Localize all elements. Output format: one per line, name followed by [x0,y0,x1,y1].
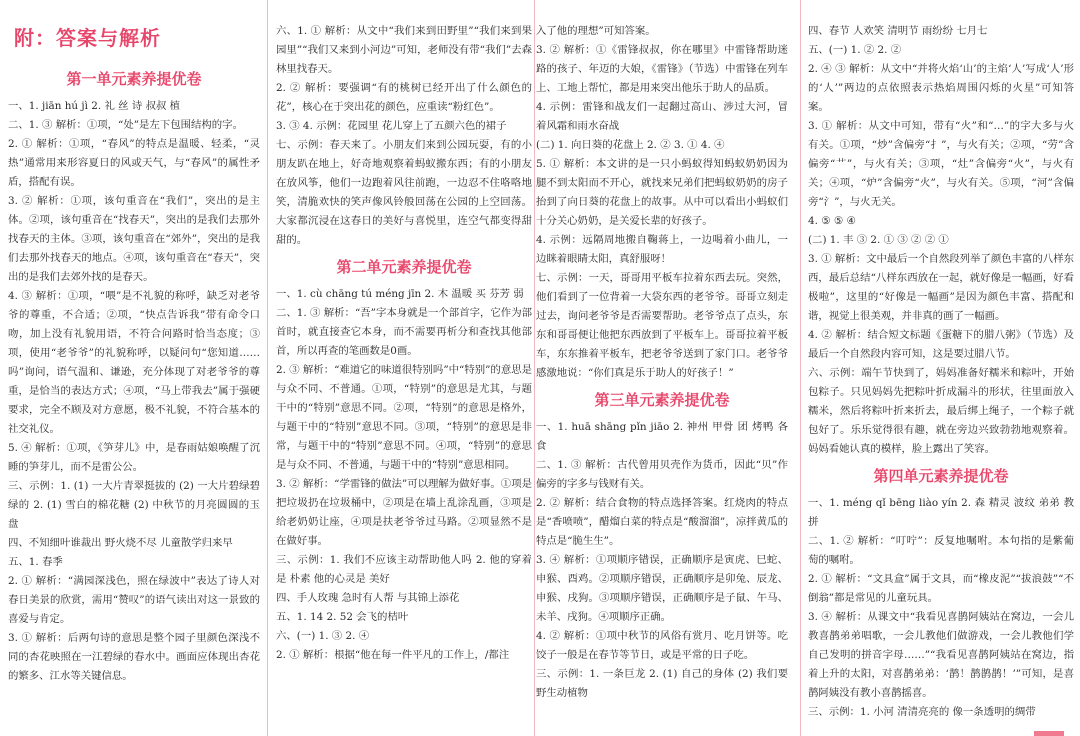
column-3 [536,0,788,736]
answer-line: 4. ② 解析：结合短文标题《蛋糖下的腊八粥》（节选）及最后一个自然段内容可知，这是要过腊八节。 [808,329,1074,360]
answer-line: 二、1. ③ 解析：古代曾用贝壳作为货币，因此“贝”作偏旁的字多与钱财有关。 [536,459,788,490]
answer-line: 五、1. 春季 [8,556,63,568]
answer-line: 四、手人玫瑰 急时有人帮 与其锦上添花 [276,592,460,604]
answer-line: 一、1. méng qǐ bēng liào yín 2. 森 精灵 波纹 弟弟 教 拼 [808,497,1074,528]
page-corner-tab [1034,731,1064,736]
answer-line: 入了他的理想”可知答案。 [536,25,656,37]
answer-line: 2. ① 解析：①项，“春风”的特点是温暖、轻柔，“灵热”通常用来形容夏日的风或天气，与“春风”的属性矛盾，搭配有误。 [8,138,260,188]
answer-line: 3. ② 解析：①《雷锋叔叔，你在哪里》中雷锋帮助迷路的孩子、年迈的大娘，《雷锋》（节选）中雷锋在列车上、工地上帮忙，都是用来突出他乐于助人的品质。 [536,44,788,94]
answer-line: 六、(一) 1. ③ 2. ④ [276,630,370,642]
answer-line: 三、示例：1. (1) 一大片青翠挺拔的 (2) 一大片碧绿碧绿的 2. (1) 雪白的棉花糖 (2) 中秋节的月亮圆圆的玉盘 [8,480,260,530]
answer-line: 3. ④ 解析：从课文中“我看见喜鹊阿姨站在窝边，一会儿教喜鹊弟弟唱歌，一会儿教他们做游戏，一会儿教他们学自己发明的拼音字母……”“我看见喜鹊阿姨站在窝边，指着上升的太阳，对喜鹊弟弟：‘鹊！鹊鹊鹊！’”可知，是喜鹊阿姨没有教小喜鹊摇喜。 [808,611,1074,699]
answer-line: 3. ② 解析：①项，该句重音在“我们”，突出的是主体。②项，该句重音在“找春天”，突出的是我们去那外找春天的主体。③项，该句重音在“郊外”，突出的是我们去那外找春天的地点。④项，该句重音在“春天”，突出的是我们去郊外找的是春天。 [8,195,260,283]
answer-line: 2. ③ 解析：“难道它的味道很特别吗”中“特别”的意思是与众不同、不普通。①项，“特别”的意思是尤其，与题干中的“特别”意思不同。②项，“特别”的意思是格外，与题干中的“特别”意思不同。③项，“特别”的意思是非常，与题干中的“特别”意思不同。④项，“特别”的意思是与众不同、不普通，与题干中的“特别”意思相同。 [276,364,532,471]
answer-line: 3. ④ 解析：①项顺序错误，正确顺序是寅虎、巳蛇、申猴、酉鸡。②项顺序错误，正确顺序是卯兔、辰龙、申猴、戌狗。③项顺序错误，正确顺序是子鼠、午马、未羊、戌狗。④项顺序正确。 [536,554,788,623]
answer-line: 一、1. huā shāng pǐn jiāo 2. 神州 甲骨 团 烤鸭 各 食 [536,421,788,452]
answer-line: 七、示例：一天，哥哥用平板车拉着东西去玩。突然，他们看到了一位背着一大袋东西的老爷爷。哥哥立刻走过去，询问老爷爷是否需要帮助。老爷爷点了点头，东东和哥哥便让他把东西放到了平板车上。哥哥拉着平板车，东东推着平板车，把老爷爷送到了家门口。老爷爷感激地说：“你们真是乐于助人的好孩子！” [536,272,788,379]
answer-line: 二、1. ③ 解析：①项，“处”是左下包围结构的字。 [8,119,243,131]
answer-line: 一、1. jiān hú jì 2. 礼 丝 诗 叔叔 植 [8,100,181,112]
answer-line: 三、示例：1. 一条巨龙 2. (1) 自己的身体 (2) 我们要 野生动植物 [536,668,788,699]
answer-line: 3. ③ 4. 示例：花园里 花儿穿上了五颜六色的裙子 [276,120,507,132]
answer-line: 二、1. ③ 解析：“吾”字本身就是一个部首字，它作为部首时，就直接查它本身，而不需要再析分和查找其他部首，所以再查的笔画数是0画。 [276,307,532,357]
answer-line: 六、1. ① 解析：从文中“我们来到田野里”“我们来到果园里”“我们又来到小河边”可知，老师没有带“我们”去森林里找春天。 [276,25,532,75]
answer-line: 4. 示例：雷锋和战友们一起翻过高山、涉过大河，冒着风霜和雨水奋战 [536,101,788,132]
answer-line: 3. ① 解析：后两句诗的意思是整个园子里颜色深浅不同的杏花映照在一江碧绿的春水中。画面应体现出杏花的繁多、江水等关键信息。 [8,632,260,682]
answer-line: 3. ② 解析：“学雷锋的做法”可以理解为做好事。①项是把垃圾扔在垃圾桶中，②项是在墙上乱涂乱画，③项是给老奶奶让座，④项是扶老爷爷过马路。②项显然不是在做好事。 [276,478,532,547]
column-divider [800,0,801,736]
answer-line: 2. ① 解析：“满园深浅色，照在绿波中”表达了诗人对春日美景的欣赏，需用“赞叹”的语气读出对这一景致的喜爱与肯定。 [8,575,260,625]
answer-line: 五、(一) 1. ② 2. ② [808,44,902,56]
section-title-unit-2: 第二单元素养提优卷 [336,258,472,276]
answer-line: 2. ② 解析：要强调“有的桃树已经开出了什么颜色的花”，核心在于突出花的颜色，应重读“粉红色”。 [276,82,532,113]
answer-line: (二) 1. 向日葵的花盘上 2. ② 3. ① 4. ④ [536,139,725,151]
column-2 [276,0,532,736]
answer-line: 四、春节 人欢笑 清明节 雨纷纷 七月七 [808,25,988,37]
answer-line: 五、1. 14 2. 52 会飞的桔叶 [276,611,409,623]
answer-line: 七、示例：春天来了。小朋友们来到公园玩耍，有的小朋友趴在地上，好奇地观察着蚂蚁搬东西；有的小朋友在放风筝，他们一边跑着风往前跑，一边忍不住咯咯地笑，清脆欢快的笑声像风铃般回荡在公园的上空回荡。大家都沉浸在这春日的美好与喜悦里，连空气都变得甜甜的。 [276,139,532,246]
column-divider [534,0,535,736]
section-title-unit-4: 第四单元素养提优卷 [873,467,1009,485]
section-title-unit-3: 第三单元素养提优卷 [594,391,730,409]
answer-line: (二) 1. 丰 ③ 2. ① ③ ② ② ① [808,234,949,246]
answer-line: 六、示例：端午节快到了，妈妈准备好糯米和粽叶，开始包粽子。只见妈妈先把粽叶折成漏斗的形状，往里面放入糯米，然后将粽叶折来折去，最后绑上绳子，一个粽子就包好了。乐乐觉得很有趣，就在旁边兴致勃勃地观察着。妈妈看她认真的模样，脸上露出了笑容。 [808,367,1074,455]
answer-line: 2. ② 解析：结合食物的特点选择答案。红烧肉的特点是“香喷喷”，醋熘白菜的特点是“酸溜溜”，凉拌黄瓜的特点是“脆生生”。 [536,497,788,547]
answer-line: 三、示例：1. 我们不应该主动帮助他人吗 2. 他的穿着是 朴素 他的心灵是 美好 [276,554,532,585]
answer-line: 四、不知细叶谁裁出 野火烧不尽 儿童散学归来早 [8,537,233,549]
answer-line: 4. ② 解析：①项中秋节的风俗有赏月、吃月饼等。吃饺子一般是在春节等节日，或是平常的日子吃。 [536,630,788,661]
answer-line: 三、示例：1. 小河 清清亮亮的 像一条透明的绸带 [808,706,1036,718]
answer-line: 5. ① 解析：本文讲的是一只小蚂蚁得知蚂蚁奶奶因为腿不到太阳而不开心，就找来兄弟们把蚂蚁奶奶的房子抬到了向日葵的花盘上的故事。从中可以看出小蚂蚁们十分关心奶奶，是关爱长辈的好孩子。 [536,158,788,227]
answer-line: 3. ① 解析：文中最后一个自然段列举了颜色丰富的八样东西，最后总结“八样东西放在一起，就好像是一幅画，好看极啦”，这里的“好像是一幅画”是因为颜色丰富、搭配和谐，视觉上很美观，并非真的画了一幅画。 [808,253,1074,322]
answer-line: 3. ① 解析：从文中可知，带有“火”和“…”的字大多与火有关。①项，“炒”含偏旁“扌”，与火有关；②项，“劳”含偏旁“艹”，与火有关；③项，“灶”含偏旁“火”，与火有关；④项，“炉”含偏旁“火”，与火有关。⑤项，“河”含偏旁“氵”，与火无关。 [808,120,1074,208]
answer-line: 二、1. ② 解析：“叮咛”：反复地嘱咐。本句指的是紫葡萄的嘱咐。 [808,535,1074,566]
answer-line: 5. ④ 解析：①项，《笋芽儿》中，是春雨姑娘唤醒了沉睡的笋芽儿，而不是雷公公。 [8,442,260,473]
column-1 [8,0,260,736]
answer-line: 4. ⑤ ⑤ ④ [808,215,856,227]
answer-line: 4. 示例：远隔周地搬自鞠蒋上，一边喝着小曲儿，一边眯着眼睛太阳，真舒服呀！ [536,234,788,265]
section-title-unit-1: 第一单元素养提优卷 [66,70,202,88]
answer-line: 2. ④ ③ 解析：从文中“并将火焰‘山’的主焰‘人’写成‘人’形的‘人’”两边的点依照表示热焰周围闪烁的火星”可知答案。 [808,63,1074,113]
answer-line: 4. ③ 解析：①项，“喂”是不礼貌的称呼，缺乏对老爷爷的尊重，不合适；②项，“快点告诉我”带有命令口吻，加上没有礼貌用语，不符合问路时恰当态度；③项，使用“老爷爷”的礼貌称呼，以疑问句“您知道……吗”询问，语气温和、谦逊，充分体现了对老爷爷的尊重，是恰当的表达方式；④项，“马上带我去”属于强硬要求，完全不顾及对方意愿，极不礼貌，不符合基本的社交礼仪。 [8,290,260,435]
column-divider [267,0,268,736]
column-4 [808,0,1074,736]
answer-line: 2. ① 解析：根据“他在每一件平凡的工作上，/都注 [276,649,510,661]
answer-line: 一、1. cù chāng tú méng jīn 2. 木 温暖 买 芬芳 弱 [276,288,524,300]
page-title: 附：答案与解析 [14,26,161,50]
answer-line: 2. ① 解析：“文具盒”属于文具，而“橡皮泥”“拔浪鼓”“不倒翁”都是常见的儿童玩具。 [808,573,1074,604]
